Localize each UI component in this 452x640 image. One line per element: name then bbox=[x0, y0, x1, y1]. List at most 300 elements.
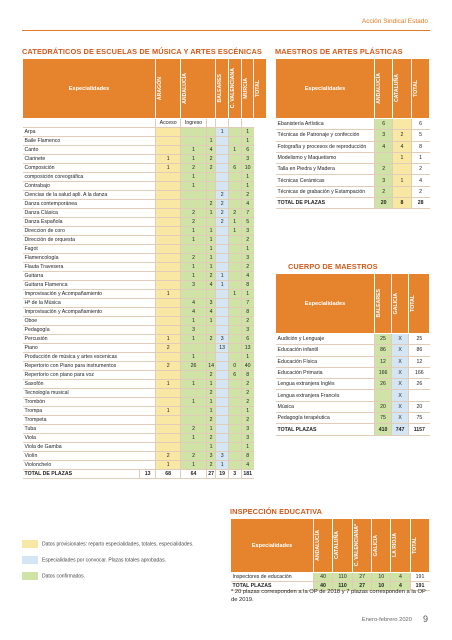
total-cell: 68 bbox=[156, 470, 181, 479]
table-row bbox=[23, 164, 267, 173]
table-row bbox=[23, 272, 267, 281]
cell bbox=[156, 128, 181, 137]
table-row bbox=[276, 119, 430, 130]
cell bbox=[156, 371, 181, 380]
cell: 166 bbox=[409, 367, 430, 378]
cell bbox=[156, 146, 181, 155]
cell bbox=[156, 425, 181, 434]
cell: 191 bbox=[410, 582, 430, 591]
cell bbox=[156, 191, 181, 200]
cell: 3 bbox=[241, 227, 254, 236]
cell: 10 bbox=[372, 573, 391, 582]
cell: 1 bbox=[206, 209, 215, 218]
row-label: Lengua extranjera Inglés bbox=[276, 379, 375, 390]
cell bbox=[156, 443, 181, 452]
cell bbox=[156, 272, 181, 281]
cell: 13 bbox=[241, 344, 254, 353]
cell bbox=[206, 191, 215, 200]
cell: 1 bbox=[241, 245, 254, 254]
cell: 1 bbox=[181, 461, 207, 470]
cell bbox=[156, 353, 181, 362]
col-header: TOTAL bbox=[411, 59, 429, 119]
cell: 2 bbox=[241, 398, 254, 407]
table-row bbox=[23, 173, 267, 182]
col-header: TOTAL bbox=[410, 519, 430, 573]
cell: X bbox=[392, 413, 409, 424]
cell: 2 bbox=[156, 362, 181, 371]
cell bbox=[228, 191, 241, 200]
cell: 8 bbox=[393, 198, 411, 209]
cell bbox=[228, 353, 241, 362]
row-label: Guitarra bbox=[23, 272, 156, 281]
table-row bbox=[23, 380, 267, 389]
cell bbox=[216, 416, 229, 425]
cell: 1 bbox=[181, 155, 207, 164]
cell bbox=[156, 434, 181, 443]
cell: 1 bbox=[181, 263, 207, 272]
row-label: Piano bbox=[23, 344, 156, 353]
row-label: Técnicas de Patronaje y confección bbox=[276, 130, 375, 141]
cell bbox=[216, 371, 229, 380]
row-label: Técnicas Cerámicas bbox=[276, 175, 375, 186]
row-label: Trompeta bbox=[23, 416, 156, 425]
cell bbox=[156, 209, 181, 218]
cell bbox=[206, 353, 215, 362]
cell bbox=[216, 146, 229, 155]
cell bbox=[181, 137, 207, 146]
cell: 8 bbox=[241, 371, 254, 380]
cell: 40 bbox=[314, 582, 333, 591]
cell: 166 bbox=[375, 367, 392, 378]
cell bbox=[156, 254, 181, 263]
subheader-cell: Acceso bbox=[156, 119, 181, 128]
cell: 1 bbox=[156, 290, 181, 299]
cell: X bbox=[392, 356, 409, 367]
spec-header: Especialidades bbox=[276, 59, 375, 119]
row-label: Tuba bbox=[23, 425, 156, 434]
cell bbox=[228, 236, 241, 245]
issue-date: Enero-febrero 2020 bbox=[361, 617, 412, 623]
table-row bbox=[23, 398, 267, 407]
cell: X bbox=[392, 345, 409, 356]
cell bbox=[228, 272, 241, 281]
row-label: Audición y Lenguaje bbox=[276, 334, 375, 345]
cell: 8 bbox=[241, 452, 254, 461]
cell bbox=[156, 317, 181, 326]
table-row bbox=[276, 379, 430, 390]
cell: 1 bbox=[181, 434, 207, 443]
cell: 2 bbox=[216, 209, 229, 218]
cell bbox=[156, 308, 181, 317]
row-label: Saxofón bbox=[23, 380, 156, 389]
cell: 1 bbox=[241, 443, 254, 452]
legend-por-convocar: Especialidades por convocar. Plazas totales aprobadas. bbox=[22, 556, 166, 564]
cell bbox=[216, 326, 229, 335]
row-label: Arpa bbox=[23, 128, 156, 137]
cell: 27 bbox=[353, 582, 372, 591]
cell bbox=[228, 452, 241, 461]
cell bbox=[181, 245, 207, 254]
cell: 1 bbox=[241, 137, 254, 146]
cell bbox=[216, 182, 229, 191]
cell: 110 bbox=[333, 573, 353, 582]
cell: 1 bbox=[216, 272, 229, 281]
cell: 1 bbox=[216, 128, 229, 137]
row-label: Hª de la Música bbox=[23, 299, 156, 308]
cell: 2 bbox=[206, 434, 215, 443]
cell bbox=[216, 353, 229, 362]
cell: 1 bbox=[181, 146, 207, 155]
cell: 4 bbox=[241, 200, 254, 209]
cell: X bbox=[392, 401, 409, 412]
cell bbox=[228, 425, 241, 434]
cell: 2 bbox=[241, 263, 254, 272]
cell: 6 bbox=[241, 335, 254, 344]
page-number: 9 bbox=[422, 614, 428, 624]
cell: 5 bbox=[411, 130, 429, 141]
row-label: Danza Española bbox=[23, 218, 156, 227]
col-header: ANDALUCÍA bbox=[181, 59, 216, 119]
row-label: composición coreográfica bbox=[23, 173, 156, 182]
col-header: GALICIA bbox=[392, 274, 409, 334]
cell bbox=[216, 137, 229, 146]
cell: 86 bbox=[375, 345, 392, 356]
row-label: Canto bbox=[23, 146, 156, 155]
left-table-title: CATEDRÁTICOS DE ESCUELAS DE MÚSICA Y ARTES ESCÉNICAS bbox=[22, 47, 262, 56]
cell: 7 bbox=[241, 299, 254, 308]
cell bbox=[228, 416, 241, 425]
cell: 6 bbox=[228, 164, 241, 173]
col-header: TOTAL bbox=[254, 59, 267, 119]
cell: 4 bbox=[391, 582, 410, 591]
cell: 40 bbox=[241, 362, 254, 371]
table-row bbox=[23, 389, 267, 398]
cell: 2 bbox=[181, 218, 207, 227]
row-label: Pedagogía bbox=[23, 326, 156, 335]
cell bbox=[156, 245, 181, 254]
cell: 86 bbox=[409, 345, 430, 356]
row-label: Ciencias de la salud apli. A la danza bbox=[23, 191, 156, 200]
table-row bbox=[23, 245, 267, 254]
cell: 2 bbox=[206, 155, 215, 164]
cell bbox=[156, 173, 181, 182]
table-row bbox=[276, 345, 430, 356]
cell: 3 bbox=[241, 254, 254, 263]
cell: 2 bbox=[206, 335, 215, 344]
table-row bbox=[23, 416, 267, 425]
col-header: LA RIOJA bbox=[391, 519, 410, 573]
table-row bbox=[23, 425, 267, 434]
cell bbox=[156, 236, 181, 245]
cell bbox=[216, 389, 229, 398]
cell: 8 bbox=[411, 141, 429, 152]
footnote: * 20 plazas corresponden a la OP de 2018 y 7 plazas corresponden a la OP de 2019. bbox=[231, 589, 426, 603]
cell bbox=[216, 254, 229, 263]
cell bbox=[156, 389, 181, 398]
table-row bbox=[276, 367, 430, 378]
cell: 1 bbox=[228, 218, 241, 227]
cell: 1 bbox=[206, 263, 215, 272]
cell bbox=[228, 389, 241, 398]
cell: 4 bbox=[241, 272, 254, 281]
row-label: Flauta Travesera bbox=[23, 263, 156, 272]
cell: 3 bbox=[375, 175, 393, 186]
cell bbox=[156, 137, 181, 146]
subheader-cell bbox=[23, 119, 156, 128]
cell: 2 bbox=[206, 200, 215, 209]
cell: 4 bbox=[206, 281, 215, 290]
cell: 1 bbox=[206, 443, 215, 452]
cell: 1 bbox=[156, 155, 181, 164]
row-label: TOTAL PLAZAS bbox=[231, 582, 314, 591]
table-row bbox=[23, 146, 267, 155]
cell: 27 bbox=[353, 573, 372, 582]
cell bbox=[181, 371, 207, 380]
cell bbox=[181, 416, 207, 425]
cell bbox=[228, 173, 241, 182]
cell: 747 bbox=[392, 424, 409, 435]
cell: 10 bbox=[241, 164, 254, 173]
cell bbox=[228, 407, 241, 416]
row-label: Repertorio con piano para voz bbox=[23, 371, 156, 380]
table-row bbox=[23, 236, 267, 245]
table-row bbox=[23, 155, 267, 164]
total-cell: 13 bbox=[140, 470, 156, 479]
row-label: Viola de Gamba bbox=[23, 443, 156, 452]
cell: 1 bbox=[206, 137, 215, 146]
cell: 75 bbox=[375, 413, 392, 424]
cell: 6 bbox=[241, 146, 254, 155]
cell bbox=[156, 182, 181, 191]
cell bbox=[375, 390, 392, 401]
cell bbox=[156, 416, 181, 425]
cell: 40 bbox=[314, 573, 333, 582]
total-cell: 19 bbox=[216, 470, 229, 479]
cell bbox=[228, 263, 241, 272]
cell bbox=[181, 128, 207, 137]
cell: 1 bbox=[181, 353, 207, 362]
cell bbox=[181, 344, 207, 353]
table-row bbox=[23, 263, 267, 272]
cell: 1 bbox=[241, 290, 254, 299]
cell: 1 bbox=[216, 281, 229, 290]
cell: 2 bbox=[206, 371, 215, 380]
cell bbox=[228, 182, 241, 191]
cell bbox=[156, 326, 181, 335]
cell: 1 bbox=[181, 227, 207, 236]
table-row bbox=[23, 353, 267, 362]
cell bbox=[181, 200, 207, 209]
cell bbox=[375, 152, 393, 163]
cell bbox=[156, 398, 181, 407]
table-row bbox=[23, 407, 267, 416]
cell bbox=[206, 290, 215, 299]
row-label: Danza contemporánea bbox=[23, 200, 156, 209]
row-label: Inspectores de educación bbox=[231, 573, 314, 582]
cell: 20 bbox=[375, 198, 393, 209]
table-row bbox=[23, 227, 267, 236]
cell: 14 bbox=[208, 363, 214, 369]
cell: 1 bbox=[228, 146, 241, 155]
cell: 1 bbox=[181, 380, 207, 389]
cell: 410 bbox=[375, 424, 392, 435]
cell: 2 bbox=[216, 191, 229, 200]
cell: 2 bbox=[216, 200, 229, 209]
cell: 2 bbox=[241, 380, 254, 389]
cell: 1 bbox=[156, 380, 181, 389]
table-row bbox=[23, 200, 267, 209]
cell bbox=[216, 236, 229, 245]
cell: X bbox=[392, 334, 409, 345]
cell bbox=[228, 461, 241, 470]
cell bbox=[228, 326, 241, 335]
table-row bbox=[23, 182, 267, 191]
cell: 2 bbox=[228, 209, 241, 218]
ma-table-title: MAESTROS DE ARTES PLÁSTICAS bbox=[275, 47, 403, 56]
swatch-green bbox=[22, 572, 38, 580]
col-header: BALEARES bbox=[216, 59, 229, 119]
table-row bbox=[276, 401, 430, 412]
total-label: TOTAL DE PLAZAS bbox=[23, 470, 140, 479]
col-header: TOTAL bbox=[409, 274, 430, 334]
cell bbox=[228, 245, 241, 254]
table-row bbox=[23, 326, 267, 335]
table-row bbox=[276, 152, 430, 163]
row-label: Trombón bbox=[23, 398, 156, 407]
cell: 5 bbox=[241, 218, 254, 227]
header-rule bbox=[22, 30, 430, 31]
row-label: Ebanistería Artística bbox=[276, 119, 375, 130]
col-header: ANDALUCÍA bbox=[314, 519, 333, 573]
cell bbox=[156, 299, 181, 308]
cell: 6 bbox=[375, 119, 393, 130]
cell: 1 bbox=[181, 335, 207, 344]
inspeccion-table bbox=[230, 518, 430, 591]
cell: 10 bbox=[372, 582, 391, 591]
cell bbox=[206, 344, 215, 353]
cell: 1 bbox=[156, 164, 181, 173]
cell: X bbox=[392, 390, 409, 401]
cell: 1 bbox=[206, 245, 215, 254]
subheader-cell bbox=[206, 119, 215, 128]
cell bbox=[181, 389, 207, 398]
cell: 3 bbox=[241, 425, 254, 434]
row-label: Composición bbox=[23, 164, 156, 173]
cell: 1 bbox=[241, 128, 254, 137]
cell bbox=[228, 200, 241, 209]
cell: X bbox=[392, 367, 409, 378]
row-label: Fotografía y procesos de reproducción bbox=[276, 141, 375, 152]
cell: 2 bbox=[156, 344, 181, 353]
col-header: ARAGÓN bbox=[156, 59, 181, 119]
cell: X bbox=[392, 379, 409, 390]
cell: 3 bbox=[206, 299, 215, 308]
row-label: Música bbox=[276, 401, 375, 412]
cell: 2 bbox=[241, 416, 254, 425]
cell: 191 bbox=[410, 573, 430, 582]
table-row bbox=[23, 461, 267, 470]
cell: 2 bbox=[181, 452, 207, 461]
cell: 2 bbox=[181, 164, 207, 173]
cell: 3 bbox=[216, 452, 229, 461]
row-label: Modelismo y Maquetismo bbox=[276, 152, 375, 163]
table-row bbox=[23, 254, 267, 263]
cell bbox=[206, 326, 215, 335]
row-label: Direccion de coro bbox=[23, 227, 156, 236]
row-label: Técnicas de grabación y Estampación bbox=[276, 186, 375, 197]
table-row bbox=[276, 334, 430, 345]
col-header: CATALUÑA bbox=[333, 519, 353, 573]
cell: 1 bbox=[241, 407, 254, 416]
cell bbox=[216, 164, 229, 173]
cell bbox=[181, 191, 207, 200]
cell: 1 bbox=[156, 461, 181, 470]
cell bbox=[156, 218, 181, 227]
col-header: BALEARES bbox=[375, 274, 392, 334]
table-row bbox=[23, 299, 267, 308]
subheader-cell bbox=[241, 119, 254, 128]
cell bbox=[216, 380, 229, 389]
cell: 3 bbox=[181, 326, 207, 335]
cell: 1 bbox=[181, 272, 207, 281]
col-header: ANDALUCÍA bbox=[375, 59, 393, 119]
row-label: Educación Física bbox=[276, 356, 375, 367]
cell bbox=[393, 164, 411, 175]
cell bbox=[206, 128, 215, 137]
table-row bbox=[23, 128, 267, 137]
subheader-cell: Ingreso bbox=[181, 119, 207, 128]
table-row bbox=[23, 434, 267, 443]
cell bbox=[216, 173, 229, 182]
table-row bbox=[276, 141, 430, 152]
cell: 1 bbox=[206, 227, 215, 236]
cell: 1 bbox=[216, 461, 229, 470]
table-row bbox=[276, 130, 430, 141]
cell: 1 bbox=[206, 380, 215, 389]
cell: 25 bbox=[409, 334, 430, 345]
cell bbox=[216, 362, 229, 371]
spec-header: Especialidades bbox=[276, 274, 375, 334]
cell bbox=[409, 390, 430, 401]
cell bbox=[216, 443, 229, 452]
cell: 4 bbox=[206, 146, 215, 155]
table-row bbox=[23, 371, 267, 380]
cell bbox=[216, 245, 229, 254]
row-label: Fagot bbox=[23, 245, 156, 254]
table-row bbox=[276, 413, 430, 424]
cell: 2 bbox=[216, 218, 229, 227]
cell: 4 bbox=[411, 175, 429, 186]
col-header: MURCIA bbox=[241, 59, 254, 119]
cell: 4 bbox=[181, 308, 207, 317]
cell: 2 bbox=[181, 209, 207, 218]
cell: 3 bbox=[181, 281, 207, 290]
cell: 20 bbox=[409, 401, 430, 412]
cell bbox=[228, 317, 241, 326]
cell: 2 bbox=[156, 452, 181, 461]
cell: 4 bbox=[181, 299, 207, 308]
row-label: Baile Flamenco bbox=[23, 137, 156, 146]
cell: 4 bbox=[206, 308, 215, 317]
table-row bbox=[276, 356, 430, 367]
section-header: Acción Sindical Estado bbox=[361, 18, 428, 25]
cell bbox=[216, 434, 229, 443]
cell: 2 bbox=[411, 186, 429, 197]
cell bbox=[216, 290, 229, 299]
cell: 2 bbox=[241, 191, 254, 200]
cell: 2 bbox=[206, 164, 215, 173]
cell bbox=[216, 155, 229, 164]
